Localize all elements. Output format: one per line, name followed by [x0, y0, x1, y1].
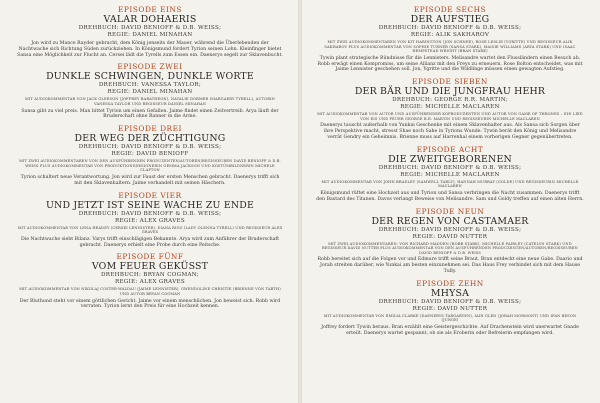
commentary-note: MIT AUDIOKOMMENTAR VON JOHN BRADLEY (SAMWELL TARLY), HANNAH MURRAY (GOLDE) UND REGISSEURIN MICHELLE MACLAREN — [321, 179, 579, 189]
episode-number: EPISODE EINS — [118, 5, 182, 14]
episode-credit: DREHBUCH: VANESSA TAYLOR; — [98, 82, 202, 89]
episode-block — [16, 5, 284, 58]
episode-number: EPISODE ACHT — [416, 144, 484, 154]
episode-number: EPISODE SIEBEN — [412, 77, 488, 87]
commentary-note: MIT AUDIOKOMMENTAR VON NIKOLAJ COSTER-WALDAU (JAIME LENNISTER), GWENDOLINE CHRISTIE (BRIENNE VON TARTH) UND AUTOR BRYAN COGMAN — [19, 287, 281, 296]
episode-credit: REGIE: DAVID BENIOFF — [111, 151, 189, 158]
episode-title: VALAR DOHAERIS — [103, 14, 197, 25]
episode-synopsis: Die Nachtwache sieht Bilanz. Varys trifft einschlägigen Bekannte. Arya wird zum Anführer der Bruderschaft gebracht. Daenerys erhielt eine Probe durch eine Peitsche. — [20, 236, 280, 248]
episode-synopsis: Tyrion schultert neue Verantwortung. Jon wird zur Faust der ersten Menschen gebracht. Daenerys trifft sich mit den Sklavenhaltern. Jaime verhandelt mit seinen Häschern. — [20, 174, 280, 186]
episode-credit: REGIE: DANIEL MINAHAN — [107, 32, 193, 38]
episode-synopsis: Sansa gibt zu viel preis. Man bittet Tyrion um einen Gefallen. Jaime findet einen Zeitvertreib. Arya läuft der Bruderschaft ohne Banner in die Arme. — [21, 108, 279, 120]
episode-number: EPISODE NEUN — [415, 206, 485, 216]
episode-title: DER WEG DER ZÜCHTIGUNG — [74, 133, 226, 145]
episode-block — [316, 145, 584, 203]
episode-credit: REGIE: DAVID NUTTER — [412, 305, 488, 312]
right-page — [300, 0, 600, 403]
episode-title: UND JETZT IST SEINE WACHE ZU ENDE — [45, 199, 255, 211]
episode-title: DIE ZWEITGEBORENEN — [388, 153, 512, 165]
episode-number: EPISODE SECHS — [413, 5, 487, 14]
episode-credit: REGIE: ALIK SAKHAROV — [410, 32, 490, 38]
commentary-note: MIT AUDIOKOMMENTAR VON AUTOR UND AUSFÜHRENDER KOPRODUZENTEN UND AUTOR VON GAME OF THRONES – EIN LIED VON EIS UND FEUER GEORGE R.R. MARTIN UND REGISSEURIN MICHELLE MACLAREN — [317, 112, 583, 121]
episode-synopsis: Robb bereitet sich auf die Folgen vor und Edmure trifft seine Braut. Bran entdeckt eine neue Gabe. Daario und Jorah streiten darüber, wie Yunkai am besten einzunehmen sei. Das Haus Frey verbindet sich mit dem Hause Tully. — [317, 257, 583, 274]
episode-number: EPISODE FÜNF — [116, 252, 184, 262]
episode-credit: DREHBUCH: DAVID BENIOFF & D.B. WEISS; — [378, 25, 522, 31]
episode-synopsis: Jon wird zu Mance Rayder gebracht, dem König jenseits der Mauer, während die Überlebenden der Nachtwache sich Richtung Süden zurückziehen. In Königsmund fordert Tyrion seinen Lohn. Kleinfinger bietet Sansa eine Möglichkeit zur Flucht an. Cersei lädt die Tyrells zum Essen ein. Daenerys segelt zur Sklavenbucht. — [17, 41, 283, 58]
episode-title: DER REGEN VON CASTAMAER — [371, 215, 529, 227]
episode-title: VOM FEUER GEKÜSST — [91, 261, 209, 273]
episode-credit: DREHBUCH: DAVID BENIOFF & D.B. WEISS; — [378, 298, 522, 305]
episode-number: EPISODE VIER — [118, 190, 182, 200]
episode-credit: REGIE: MICHELLE MACLAREN — [400, 171, 500, 178]
episode-credit: REGIE: ALEX GRAVES — [114, 279, 186, 286]
episode-title: MHYSA — [430, 287, 470, 299]
episode-title: DER BÄR UND DIE JUNGFRAU HEHR — [354, 86, 546, 98]
episode-block — [16, 252, 284, 310]
commentary-note: MIT ZWEI AUDIOKOMMENTAREN VON KIT HARINGTON (JON SCHNEE), ROSE LESLIE (YGRITTE) UND REGISSEUR ALIK SAKHAROV PLUS AUDIOKOMMENTAR VON SOPHIE TURNER (SANSA STARK), MAISIE WILLIAMS (ARYA STARK) UND ISAAC HEMPSTEAD WRIGHT (BRAN STARK) — [324, 40, 576, 54]
episode-synopsis: Königsmund rüftet eine Hochzeit aus und Tyrion und Sansa verbringen die Nacht zusammen. Daenerys trifft den Bastard des Titanen. Davos verlangt Beweise von Melisandre. Sam und Goldy treffen auf einen alten Herrn. — [316, 190, 584, 202]
episode-synopsis: Der Bluthund steht vor einem göttlichen Gericht. Jaime vor einem menschlichen. Jon beweist sich. Robb wird verraten. Tyrion lernt den Preis für eine Hochzeit kennen. — [19, 298, 281, 310]
episode-synopsis: Joffrey fordert Tywin heraus. Bran erzählt eine Geistergeschichte. Auf Drachenstein wird unerwartet Gnade erteilt. Daenerys wartet gespannt, ob sie als Eroberin oder Befreierin empfangen wird. — [321, 324, 579, 336]
episode-credit: REGIE: DAVID NUTTER — [412, 233, 488, 240]
episode-credit: REGIE: ALEX GRAVES — [114, 217, 186, 224]
commentary-note: MIT AUDIOKOMMENTAR VON LENA HEADEY (CERSEI LENNISTER), DIANA RIGG (LADY OLENNA TYRELL) UND REGISSEUR ALEX GRAVES — [17, 225, 283, 235]
commentary-note: MIT AUDIOKOMMENTAR VON EMILIA CLARKE (DAENERYS TARGARYEN), IAIN GLEN (JORAH MORMONT) UND IFAN BESON (JUNGE) — [323, 313, 577, 323]
episode-block — [316, 279, 584, 337]
episode-credit: DREHBUCH: DAVID BENIOFF & D.B. WEISS; — [378, 164, 522, 171]
episode-block — [316, 77, 584, 141]
commentary-note: MIT ZWEI AUDIOKOMMENTAREN VON DEN AUSFÜHRENDEN PRODUZENTEN/AUTOREN/REGISSEUREN DAVID BENIOFF & D.B. WEISS PLUS AUDIOKOMMENTAR VON PRODUKTIONSDESIGNERIN GEMMA JACKSON UND KOSTÜMBILDNERIN MICHELE CLAPTON — [19, 159, 281, 173]
episode-credit: REGIE: DANIEL MINAHAN — [107, 89, 193, 96]
episode-block — [316, 5, 584, 73]
episode-credit: DREHBUCH: BRYAN COGMAN; — [100, 272, 199, 279]
episode-synopsis: Tywin plant strategische Bündnisse für die Lennisters. Melisandre wartet den Flussländern einen Besuch ab. Robb erwägt einen Kompromiss, um seine Allianz mit den Freys zu erneuern. Rose Bolton entscheidet, was mit Jaime Lennister geschehen soll. Jon, Ygritte und die Wildlinge müssen einen gewagten Aufstieg. — [317, 55, 583, 73]
commentary-note: MIT ZWEI AUDIOKOMMENTAREN: VON RICHARD MADDEN (ROBB STARK), MICHELLE FAIRLEY (CATELYN STARK) UND REGISSEUR DAVID NUTTER PLUS AUDIOKOMMENTAR VON DEN AUSFÜHRENDEN PRODUZENTEN/AUTOREN/REGISSEUREN DAVID BENIOFF & D.B. WEISS — [322, 241, 578, 255]
episode-credit: DREHBUCH: DAVID BENIOFF & D.B. WEISS; — [78, 210, 222, 217]
episode-number: EPISODE ZWEI — [117, 62, 183, 72]
episode-credit: DREHBUCH: DAVID BENIOFF & D.B. WEISS; — [78, 25, 222, 31]
episode-block — [16, 191, 284, 249]
commentary-note: MIT AUDIOKOMMENTAR VON JACK GLEESON (JOFFREY BARATHEON), NATALIE DORMER (MARGAERY TYRELL), AUTORIN VANESSA TAYLOR UND REGISSEUR DANIEL MINAHAN — [25, 97, 275, 106]
episode-title: DER AUFSTIEG — [410, 14, 490, 25]
episode-credit: DREHBUCH: DAVID BENIOFF & D.B. WEISS; — [378, 226, 522, 233]
episode-number: EPISODE DREI — [118, 124, 182, 134]
episode-title: DUNKLE SCHWINGEN, DUNKLE WORTE — [46, 71, 254, 83]
episode-block — [316, 207, 584, 275]
episode-credit: DREHBUCH: GEORGE R.R. MARTIN; — [392, 97, 508, 104]
episode-block — [16, 124, 284, 186]
episode-synopsis: Daenerys tauscht außerhalb von Yunkai Geschenke mit einem Sklavenhalter aus. Als Sansa sich Sorgen über ihre Perspektive macht, stresst Shae noch Sahe in Tyrions Wunde. Tywin berät den König und Melisandre verrät Gendry ein Geheimnis. Brienne muss auf Harrenhal einem vorherigen Gegner gegenübertreten. — [320, 123, 580, 140]
episode-block — [16, 62, 284, 120]
episode-credit: DREHBUCH: DAVID BENIOFF & D.B. WEISS; — [78, 144, 222, 151]
episode-credit: REGIE: MICHELLE MACLAREN — [400, 104, 500, 111]
episode-number: EPISODE ZEHN — [416, 278, 484, 288]
